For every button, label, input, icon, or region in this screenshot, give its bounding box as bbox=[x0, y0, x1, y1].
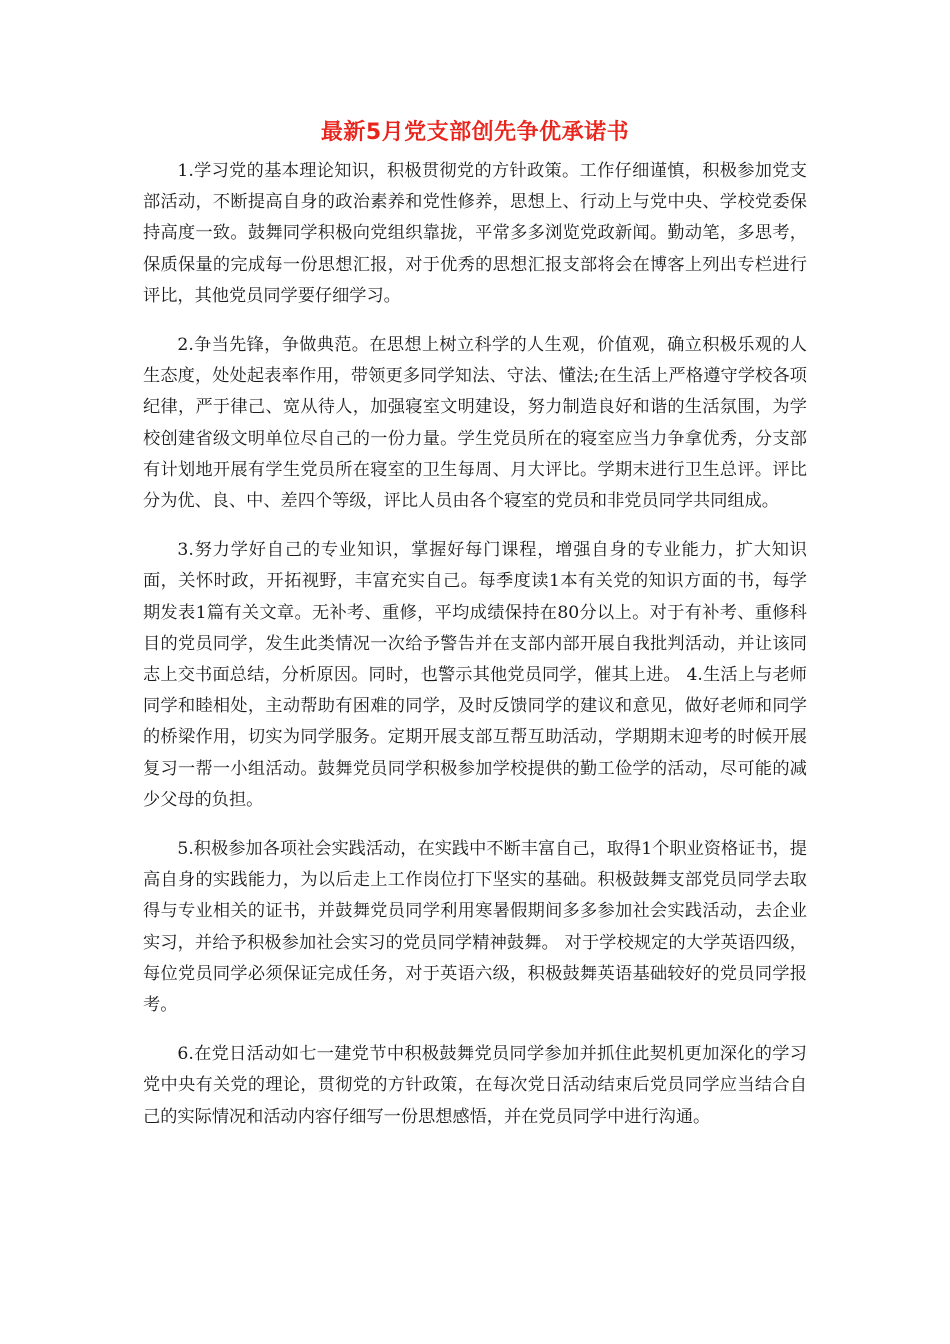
paragraph-1: 1.学习党的基本理论知识，积极贯彻党的方针政策。工作仔细谨慎，积极参加党支部活动，不断提高自身的政治素养和党性修养，思想上、行动上与党中央、学校党委保持高度一致。鼓舞同学积极向党组织靠拢，平常多多浏览党政新闻。勤动笔，多思考，保质保量的完成每一份思想汇报，对于优秀的思想汇报支部将会在博客上列出专栏进行评比，其他党员同学要仔细学习。 bbox=[143, 161, 807, 306]
paragraph-5: 6.在党日活动如七一建党节中积极鼓舞党员同学参加并抓住此契机更加深化的学习党中央有关党的理论，贯彻党的方针政策，在每次党日活动结束后党员同学应当结合自己的实际情况和活动内容仔细写一份思想感悟，并在党员同学中进行沟通。 bbox=[143, 1044, 807, 1127]
document-body bbox=[143, 156, 807, 1151]
paragraph-4: 5.积极参加各项社会实践活动，在实践中不断丰富自己，取得1个职业资格证书，提高自身的实践能力，为以后走上工作岗位打下坚实的基础。积极鼓舞支部党员同学去取得与专业相关的证书，并鼓舞党员同学利用寒暑假期间多多参加社会实践活动，去企业实习，并给予积极参加社会实习的党员同学精神鼓舞。 对于学校规定的大学英语四级，每位党员同学必须保证完成任务，对于英语六级，积极鼓舞英语基础较好的党员同学报考。 bbox=[143, 839, 807, 1016]
paragraph-2: 2.争当先锋，争做典范。在思想上树立科学的人生观，价值观，确立积极乐观的人生态度，处处起表率作用，带领更多同学知法、守法、懂法;在生活上严格遵守学校各项纪律，严于律己、宽从待人，加强寝室文明建设，努力制造良好和谐的生活氛围，为学校创建省级文明单位尽自己的一份力量。学生党员所在的寝室应当力争拿优秀，分支部有计划地开展有学生党员所在寝室的卫生每周、月大评比。学期末进行卫生总评。评比分为优、良、中、差四个等级，评比人员由各个寝室的党员和非党员同学共同组成。 bbox=[143, 335, 807, 512]
paragraph-3: 3.努力学好自己的专业知识，掌握好每门课程，增强自身的专业能力，扩大知识面，关怀时政，开拓视野，丰富充实自己。每季度读1本有关党的知识方面的书，每学期发表1篇有关文章。无补考、重修，平均成绩保持在80分以上。对于有补考、重修科目的党员同学，发生此类情况一次给予警告并在支部内部开展自我批判活动，并让该同志上交书面总结，分析原因。同时，也警示其他党员同学，催其上进。 4.生活上与老师同学和睦相处，主动帮助有困难的同学，及时反馈同学的建议和意见，做好老师和同学的桥梁作用，切实为同学服务。定期开展支部互帮互助活动，学期期末迎考的时候开展复习一帮一小组活动。鼓舞党员同学积极参加学校提供的勤工俭学的活动，尽可能的减少父母的负担。 bbox=[143, 540, 807, 810]
document-title: 最新5月党支部创先争优承诺书 bbox=[320, 120, 630, 145]
